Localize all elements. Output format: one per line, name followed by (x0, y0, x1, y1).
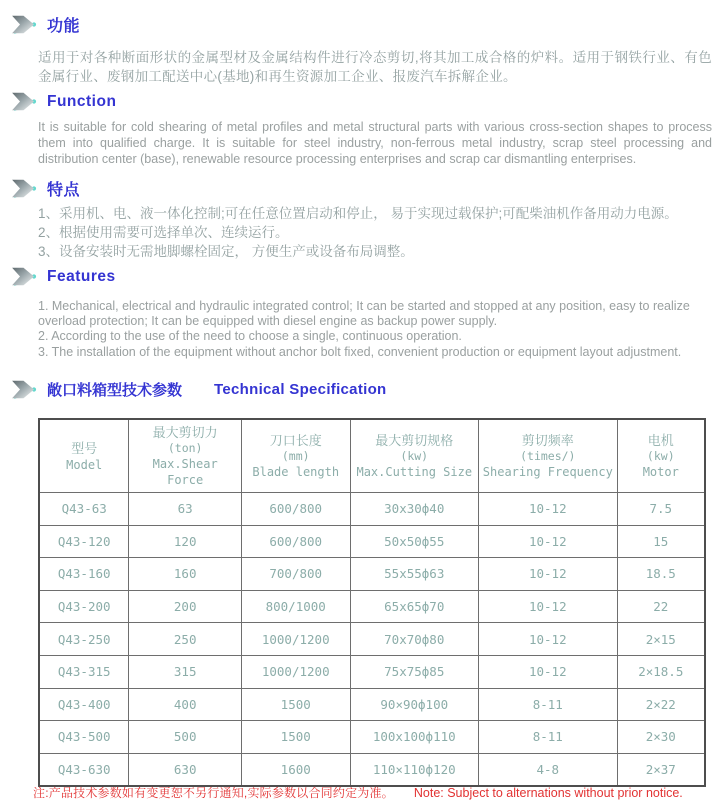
spec-cell: 1000/1200 (241, 655, 350, 688)
list-item: 2、根据使用需要可选择单次、连续运行。 (38, 225, 289, 240)
spec-cell: 315 (129, 655, 242, 688)
spec-cell: 18.5 (617, 558, 705, 591)
spec-table-head (39, 419, 705, 493)
chevron-right-icon (10, 379, 37, 400)
list-item: 3. The installation of the equipment without anchor bolt fixed, convenient production or equipment layout adjustment. (38, 344, 682, 359)
col-header-cn: 剪切频率 (521, 433, 574, 448)
spec-cell: 250 (129, 623, 242, 656)
col-header-en: Shearing Frequency (482, 465, 613, 479)
footer-note (33, 784, 683, 801)
section-header-en-function (10, 91, 116, 112)
spec-cell: Q43-120 (39, 525, 129, 558)
spec-cell: 200 (129, 590, 242, 623)
spec-cell: 65x65ф70 (350, 590, 479, 623)
col-header-en: Max.Shear Force (152, 457, 218, 487)
spec-cell: 30x30ф40 (350, 493, 479, 526)
spec-cell: 55x55ф63 (350, 558, 479, 591)
spec-cell: 100x100ф110 (350, 721, 479, 754)
spec-cell: 1500 (241, 721, 350, 754)
col-header-en: Model (66, 457, 103, 472)
spec-cell: 630 (129, 753, 242, 786)
section-title: Function (47, 92, 117, 110)
spec-cell: 2×37 (617, 753, 705, 786)
spec-table (38, 418, 706, 787)
col-header-cn: 刀口长度 (269, 433, 322, 448)
spec-cell: Q43-315 (39, 655, 129, 688)
spec-cell: 600/800 (241, 525, 350, 558)
cn-features-list (38, 204, 712, 261)
col-header-cn: 最大剪切力 (152, 425, 218, 440)
spec-cell: 400 (129, 688, 242, 721)
en-function-paragraph: It is suitable for cold shearing of metal profiles and metal structural parts with various cross-section shapes to process them into qualified charge. It is suitable for steel industry, non-ferrous metal industry, scrap steel processing and distribution center (base), renewable resource processing enterprises and scrap car dismantling enterprises. (38, 120, 712, 166)
table-row (39, 623, 705, 656)
section-header-en-features (10, 266, 116, 287)
spec-cell: Q43-63 (39, 493, 129, 526)
chevron-right-icon (10, 266, 37, 287)
chevron-right-icon (10, 14, 37, 35)
spec-cell: 50x50ф55 (350, 525, 479, 558)
col-header-unit: (times/) (520, 449, 576, 463)
spec-cell: 8-11 (479, 688, 618, 721)
spec-cell: 120 (129, 525, 242, 558)
spec-cell: 1600 (241, 753, 350, 786)
section-title: 功能 (47, 18, 81, 35)
table-row (39, 721, 705, 754)
spec-cell: 7.5 (617, 493, 705, 526)
table-row (39, 590, 705, 623)
spec-cell: 1000/1200 (241, 623, 350, 656)
spec-cell: 10-12 (479, 558, 618, 591)
chevron-right-icon (10, 91, 37, 112)
spec-col-header (617, 419, 705, 493)
spec-cell: 70x70ф80 (350, 623, 479, 656)
spec-cell: 10-12 (479, 655, 618, 688)
spec-cell: 600/800 (241, 493, 350, 526)
spec-cell: Q43-500 (39, 721, 129, 754)
spec-cell: 800/1000 (241, 590, 350, 623)
section-title: 特点 (47, 182, 81, 199)
spec-cell: 2×18.5 (617, 655, 705, 688)
list-item: 1、采用机、电、液一体化控制;可在任意位置启动和停止， 易于实现过载保护;可配柴油机作备用动力电源。 (38, 206, 678, 221)
spec-cell: 4-8 (479, 753, 618, 786)
spec-cell: 10-12 (479, 590, 618, 623)
spec-cell: 22 (617, 590, 705, 623)
table-row (39, 493, 705, 526)
spec-cell: Q43-160 (39, 558, 129, 591)
section-header-cn-function (10, 13, 80, 36)
spec-cell: 2×15 (617, 623, 705, 656)
note-cn: 注:产品技术参数如有变更恕不另行通知,实际参数以合同约定为准。 (33, 786, 394, 800)
spec-section-header (10, 379, 387, 400)
col-header-cn: 型号 (71, 440, 98, 456)
spec-col-header (39, 419, 129, 493)
spec-title-en: Technical Specification (214, 381, 387, 398)
table-row (39, 688, 705, 721)
spec-cell: 10-12 (479, 525, 618, 558)
spec-cell: 1500 (241, 688, 350, 721)
col-header-unit: (ton) (167, 441, 203, 455)
table-row (39, 753, 705, 786)
spec-cell: 10-12 (479, 493, 618, 526)
spec-title-cn: 敞口料箱型技术参数 (47, 382, 183, 399)
spec-cell: 110×110ф120 (350, 753, 479, 786)
table-row (39, 558, 705, 591)
col-header-en: Motor (642, 465, 679, 479)
col-header-unit: (kw) (400, 449, 429, 463)
col-header-cn: 电机 (647, 433, 674, 448)
list-item: 3、设备安装时无需地脚螺栓固定， 方便生产或设备布局调整。 (38, 244, 414, 259)
spec-col-header (479, 419, 618, 493)
en-features-list (38, 299, 714, 360)
col-header-unit: (mm) (281, 449, 310, 463)
spec-col-header (241, 419, 350, 493)
section-title: Features (47, 267, 116, 285)
table-row (39, 525, 705, 558)
spec-cell: Q43-400 (39, 688, 129, 721)
spec-cell: 8-11 (479, 721, 618, 754)
table-row (39, 655, 705, 688)
spec-cell: Q43-250 (39, 623, 129, 656)
list-item: 2. According to the use of the need to choose a single, continuous operation. (38, 329, 462, 344)
spec-cell: 2×22 (617, 688, 705, 721)
spec-cell: 160 (129, 558, 242, 591)
spec-cell: 90×90ф100 (350, 688, 479, 721)
col-header-cn: 最大剪切规格 (375, 433, 454, 448)
section-header-cn-features (10, 177, 80, 200)
spec-cell: 10-12 (479, 623, 618, 656)
col-header-en: Max.Cutting Size (356, 465, 473, 479)
col-header-en: Blade length (252, 465, 340, 479)
chevron-right-icon (10, 178, 37, 199)
spec-col-header (350, 419, 479, 493)
spec-col-header (129, 419, 242, 493)
spec-cell: Q43-200 (39, 590, 129, 623)
spec-cell: 2×30 (617, 721, 705, 754)
spec-cell: 75x75ф85 (350, 655, 479, 688)
spec-cell: 700/800 (241, 558, 350, 591)
note-en: Note: Subject to alternations without prior notice. (413, 786, 683, 800)
spec-cell: 500 (129, 721, 242, 754)
col-header-unit: (kw) (646, 449, 675, 463)
spec-table-body (39, 493, 705, 787)
spec-cell: 15 (617, 525, 705, 558)
spec-cell: Q43-630 (39, 753, 129, 786)
list-item: 1. Mechanical, electrical and hydraulic integrated control; It can be started and stopped at any position, easy to realize overload protection; It can be equipped with diesel engine as backup power supply. (38, 299, 690, 329)
spec-cell: 63 (129, 493, 242, 526)
cn-function-paragraph: 适用于对各种断面形状的金属型材及金属结构件进行冷态剪切,将其加工成合格的炉料。适用于钢铁行业、有色金属行业、废钢加工配送中心(基地)和再生资源加工企业、报废汽车拆解企业。 (38, 50, 712, 84)
